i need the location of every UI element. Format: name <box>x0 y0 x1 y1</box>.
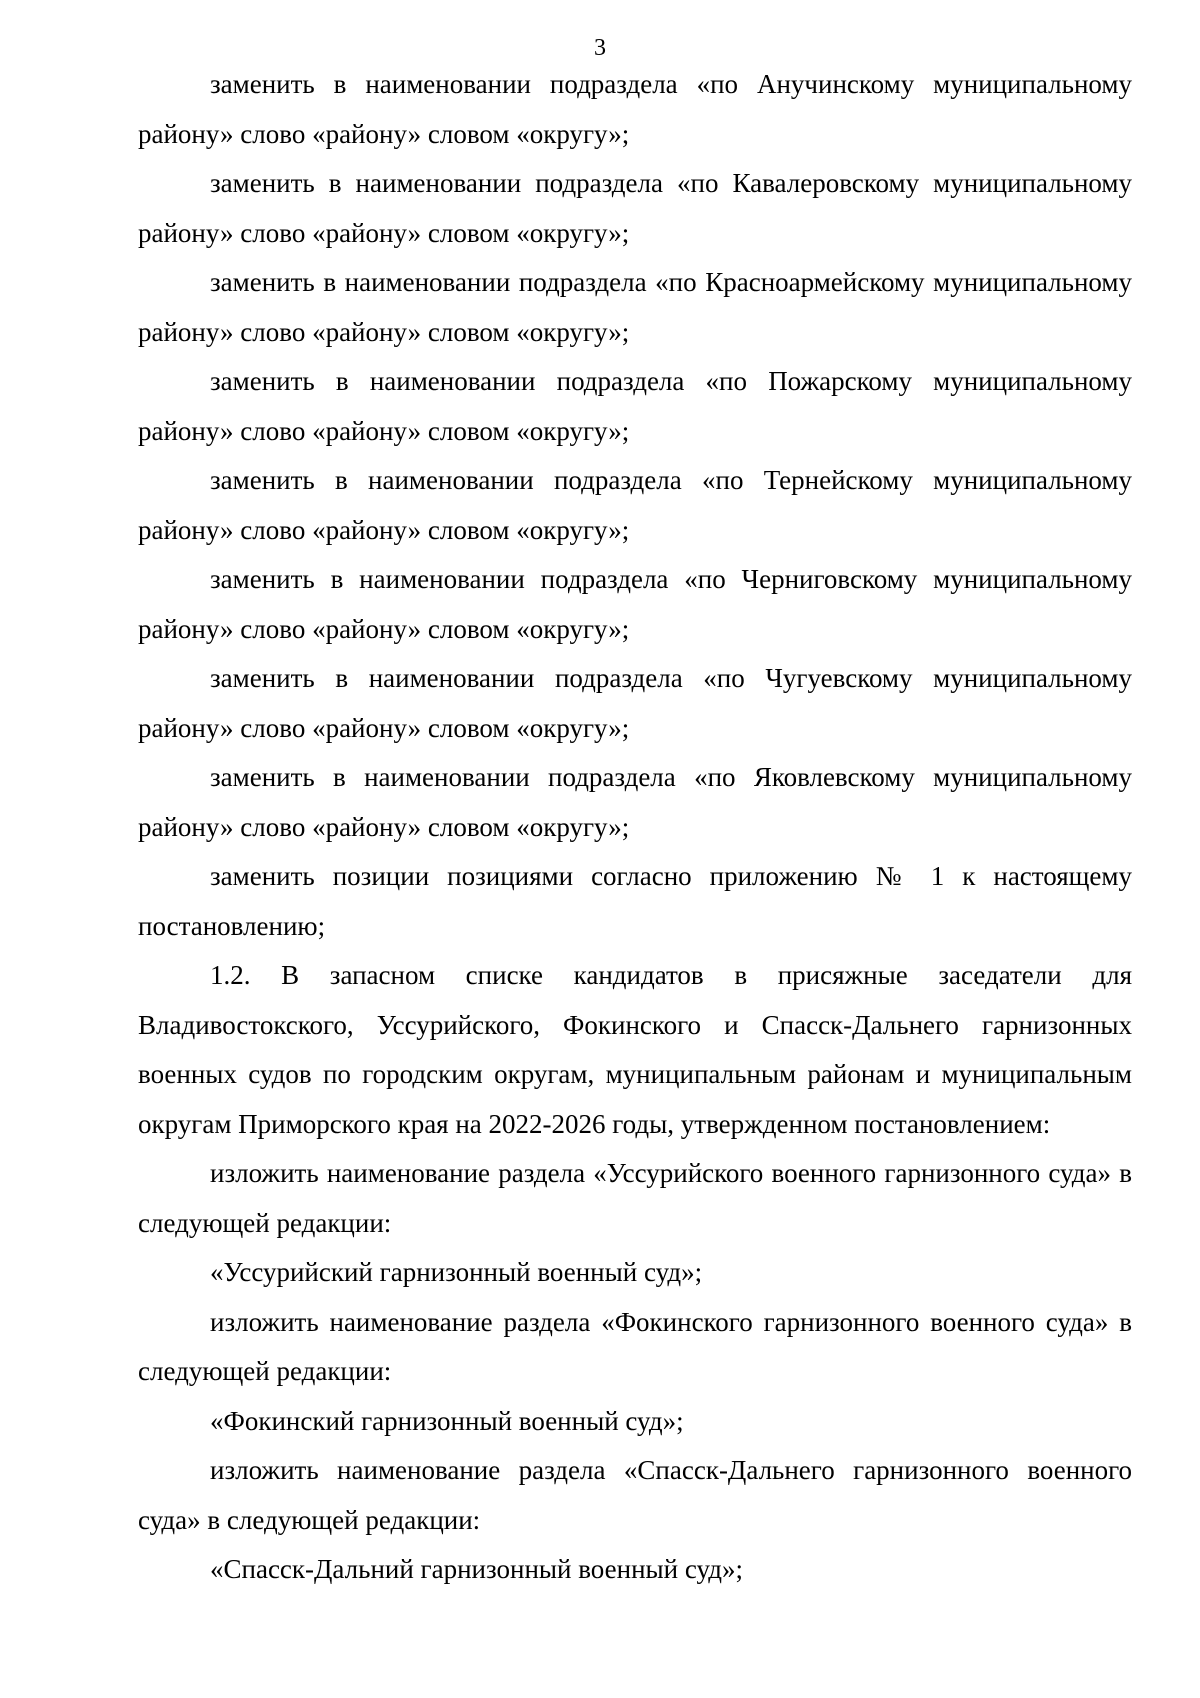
paragraph-spassk-new-name: «Спасск-Дальний гарнизонный военный суд»; <box>210 1554 744 1584</box>
paragraph-chernigovsky: заменить в наименовании подраздела «по Черниговскому муниципальному району» слово «району» словом «округу»; <box>138 564 1132 644</box>
page-number: 3 <box>594 35 606 61</box>
paragraph-ussuriysky-new-name: «Уссурийский гарнизонный военный суд»; <box>210 1257 703 1287</box>
paragraph-section-1-2: 1.2. В запасном списке кандидатов в присяжные заседатели для Владивостокского, Уссурийского, Фокинского и Спасск-Дальнего гарнизонных военных судов по городским округам, муниципальным районам и муниципальным округам Приморского края на 2022-2026 годы, утвержденном постановлением: <box>138 960 1132 1139</box>
paragraph-fokinsky-rename: изложить наименование раздела «Фокинского гарнизонного военного суда» в следующей редакции: <box>138 1306 1132 1386</box>
paragraph-pozharsky: заменить в наименовании подраздела «по Пожарскому муниципальному району» слово «району» словом «округу»; <box>138 366 1132 446</box>
paragraph-spassk-rename: изложить наименование раздела «Спасск-Дальнего гарнизонного военного суда» в следующей редакции: <box>138 1455 1132 1535</box>
paragraph-krasnoarmeysky: заменить в наименовании подраздела «по Красноармейскому муниципальному району» слово «району» словом «округу»; <box>138 267 1132 347</box>
paragraph-chuguevsky: заменить в наименовании подраздела «по Чугуевскому муниципальному району» слово «району» словом «округу»; <box>138 663 1132 743</box>
paragraph-terneysky: заменить в наименовании подраздела «по Тернейскому муниципальному району» слово «району» словом «округу»; <box>138 465 1132 545</box>
document-body <box>138 60 1132 1595</box>
paragraph-fokinsky-new-name: «Фокинский гарнизонный военный суд»; <box>210 1405 684 1436</box>
paragraph-anuchinsky: заменить в наименовании подраздела «по Анучинскому муниципальному району» слово «району» словом «округу»; <box>138 69 1132 149</box>
paragraph-ussuriysky-rename: изложить наименование раздела «Уссурийского военного гарнизонного суда» в следующей редакции: <box>138 1158 1132 1238</box>
paragraph-kavalerovsky: заменить в наименовании подраздела «по Кавалеровскому муниципальному району» слово «району» словом «округу»; <box>138 168 1132 248</box>
paragraph-replace-positions: заменить позиции позициями согласно приложению № 1 к настоящему постановлению; <box>138 861 1132 941</box>
paragraph-yakovlevsky: заменить в наименовании подраздела «по Яковлевскому муниципальному району» слово «району» словом «округу»; <box>138 762 1132 842</box>
